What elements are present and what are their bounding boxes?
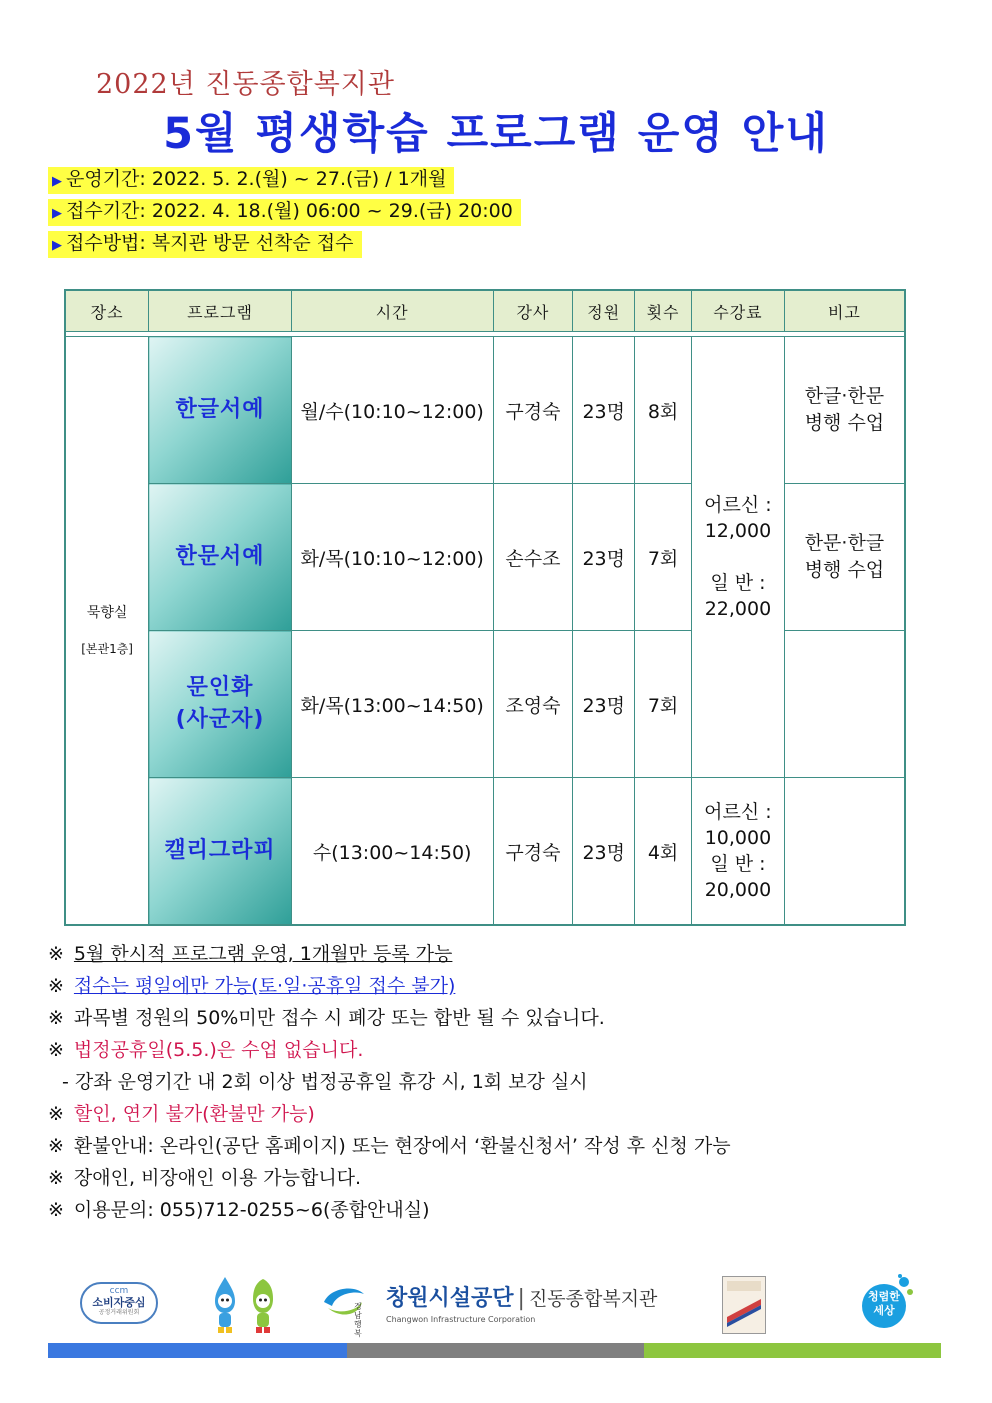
note-mark: ※ [48, 1167, 64, 1189]
org-english: Changwon Infrastructure Corporation [386, 1315, 536, 1324]
fee-value: 12,000 [704, 520, 772, 542]
program-cell [149, 337, 292, 484]
info-text: 접수방법: 복지관 방문 선착순 접수 [66, 232, 354, 254]
place-name: 묵향실 [86, 604, 128, 621]
fee-value: 22,000 [704, 598, 772, 620]
note-cell-empty [784, 631, 905, 778]
note-text: 장애인, 비장애인 이용 가능합니다. [73, 1167, 362, 1189]
note-text: - 강좌 운영기간 내 2회 이상 법정공휴일 휴강 시, 1회 보강 실시 [62, 1071, 588, 1093]
fee-label: 일 반 : [710, 853, 766, 875]
triangle-right-icon: ▶ [52, 238, 62, 253]
list-item [48, 1194, 948, 1226]
note-text: 과목별 정원의 50%미만 접수 시 폐강 또는 합반 될 수 있습니다. [73, 1007, 605, 1029]
org-separator: | [517, 1286, 525, 1311]
note-text: 할인, 연기 불가(환불만 가능) [73, 1103, 315, 1125]
program-cell [149, 778, 292, 926]
fee-label: 일 반 : [710, 572, 766, 594]
note-cell [784, 337, 905, 484]
slogan-side: 경남 행복 [354, 1302, 362, 1338]
note-line: 병행 수업 [804, 412, 885, 434]
time-cell: 수(13:00~14:50) [291, 778, 493, 926]
swirl-icon [320, 1282, 380, 1326]
footer-bar-blue [48, 1343, 347, 1358]
notes-list [48, 938, 948, 1226]
capacity-cell: 23명 [573, 484, 635, 631]
note-cell [784, 484, 905, 631]
list-item [48, 1162, 948, 1194]
header-capacity: 정원 [573, 290, 635, 332]
list-item [48, 1066, 948, 1098]
header-count: 횟수 [635, 290, 692, 332]
teacher-cell: 구경숙 [493, 337, 573, 484]
capacity-cell: 23명 [573, 631, 635, 778]
note-text: 5월 한시적 프로그램 운영, 1개월만 등록 가능 [73, 943, 453, 965]
list-item [48, 1130, 948, 1162]
place-cell [65, 337, 149, 926]
info-text: 운영기간: 2022. 5. 2.(월) ~ 27.(금) / 1개월 [66, 168, 447, 190]
info-text: 접수기간: 2022. 4. 18.(월) 06:00 ~ 29.(금) 20:00 [66, 200, 513, 222]
fee-value: 10,000 [704, 827, 772, 849]
list-item [48, 1034, 948, 1066]
program-name: 한문서예 [175, 544, 265, 569]
header-time: 시간 [291, 290, 493, 332]
count-cell: 7회 [635, 484, 692, 631]
fee-label: 어르신 : [704, 494, 772, 516]
info-period [48, 167, 454, 194]
info-registration-method [48, 231, 362, 258]
footer-bar-gray [347, 1343, 644, 1358]
org-branch: 진동종합복지관 [528, 1288, 658, 1310]
mascot-icon [205, 1273, 285, 1335]
ccm-logo-top: ccm [109, 1286, 129, 1296]
clean-world-logo [854, 1272, 916, 1334]
program-name: 문인화 [186, 675, 254, 700]
clean-world-text: 청렴한 세상 [868, 1290, 900, 1317]
org-name: 창원시설공단 [386, 1286, 514, 1311]
list-item [48, 1098, 948, 1130]
place-sub: [본관1층] [81, 641, 133, 656]
note-text: 환불안내: 온라인(공단 홈페이지) 또는 현장에서 ‘환불신청서’ 작성 후 신청 가능 [73, 1135, 731, 1157]
header-fee: 수강료 [691, 290, 784, 332]
note-text: 법정공휴일(5.5.)은 수업 없습니다. [73, 1039, 364, 1061]
program-name: 캘리그라피 [164, 838, 276, 863]
note-line: 한글·한문 [804, 385, 885, 407]
time-cell: 월/수(10:10~12:00) [291, 337, 493, 484]
program-name-sub: (사군자) [175, 707, 265, 732]
note-line: 한문·한글 [804, 532, 885, 554]
note-text: 이용문의: 055)712-0255~6(종합안내실) [73, 1199, 430, 1221]
org-logo [386, 1286, 657, 1324]
certificate-badge-icon [722, 1276, 766, 1334]
note-line: 병행 수업 [804, 559, 885, 581]
program-table [64, 289, 906, 926]
program-cell [149, 484, 292, 631]
teacher-cell: 구경숙 [493, 778, 573, 926]
note-mark: ※ [48, 1199, 64, 1221]
footer-bar-green [644, 1343, 941, 1358]
note-text: 접수는 평일에만 가능(토·일·공휴일 접수 불가) [73, 975, 456, 997]
info-registration-period [48, 199, 521, 226]
fee-cell [691, 337, 784, 778]
note-mark: ※ [48, 975, 64, 997]
list-item [48, 970, 948, 1002]
header-program: 프로그램 [149, 290, 292, 332]
count-cell: 8회 [635, 337, 692, 484]
list-item [48, 938, 948, 970]
program-name: 한글서예 [175, 397, 265, 422]
note-cell-empty [784, 778, 905, 926]
header-place: 장소 [65, 290, 149, 332]
note-mark: ※ [48, 1039, 64, 1061]
capacity-cell: 23명 [573, 337, 635, 484]
capacity-cell: 23명 [573, 778, 635, 926]
ccm-logo-main: 소비자중심 [92, 1296, 146, 1309]
count-cell: 4회 [635, 778, 692, 926]
note-mark: ※ [48, 943, 64, 965]
time-cell: 화/목(10:10~12:00) [291, 484, 493, 631]
fee-label: 어르신 : [704, 801, 772, 823]
note-mark: ※ [48, 1103, 64, 1125]
page-title: 5월 평생학습 프로그램 운영 안내 [163, 109, 829, 159]
header-teacher: 강사 [493, 290, 573, 332]
ccm-logo-sub: 공정거래위원회 [98, 1309, 140, 1316]
time-cell: 화/목(13:00~14:50) [291, 631, 493, 778]
program-cell [149, 631, 292, 778]
note-mark: ※ [48, 1007, 64, 1029]
triangle-right-icon: ▶ [52, 206, 62, 221]
list-item [48, 1002, 948, 1034]
teacher-cell: 손수조 [493, 484, 573, 631]
header-note: 비고 [784, 290, 905, 332]
table-header-row [65, 290, 905, 332]
ccm-logo [80, 1282, 158, 1324]
gyeongnam-logo [320, 1282, 380, 1338]
table-row [65, 778, 905, 926]
note-mark: ※ [48, 1135, 64, 1157]
count-cell: 7회 [635, 631, 692, 778]
fee-cell [691, 778, 784, 926]
table-row [65, 337, 905, 484]
teacher-cell: 조영숙 [493, 631, 573, 778]
fee-value: 20,000 [704, 879, 772, 901]
triangle-right-icon: ▶ [52, 174, 62, 189]
page-subtitle: 2022년 진동종합복지관 [96, 69, 395, 100]
